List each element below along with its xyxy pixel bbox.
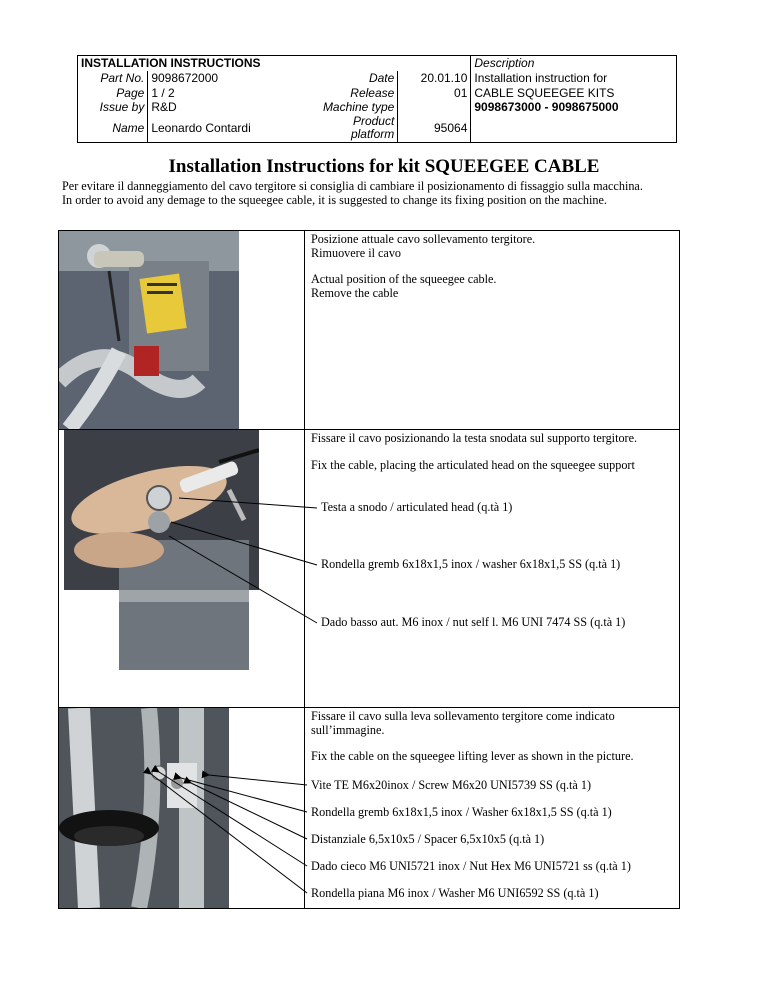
header-table: [77, 55, 677, 143]
description-line-3: 9098673000 - 9098675000: [471, 100, 677, 115]
step-3-italian: Fissare il cavo sulla leva sollevamento tergitore come indicato sull’immagine.: [311, 709, 615, 737]
step-2-part-articulated-head: Testa a snodo / articulated head (q.tà 1): [321, 500, 513, 514]
name-label: Name: [112, 121, 145, 136]
product-platform-label: Product platform: [350, 114, 395, 142]
issue-by-value: R&D: [148, 100, 292, 115]
description-label: Description: [471, 56, 677, 71]
product-platform-value: 95064: [398, 115, 471, 143]
intro-english: In order to avoid any demage to the squeegee cable, it is suggested to change its fixing position on the machine.: [62, 192, 607, 207]
step-3-text: [305, 708, 679, 908]
name-value: Leonardo Contardi: [148, 115, 292, 143]
release-label: Release: [350, 85, 395, 100]
machine-type-label: Machine type: [322, 100, 395, 115]
doc-type: INSTALLATION INSTRUCTIONS: [81, 56, 261, 71]
step-1-text: [305, 231, 679, 429]
release-value: 01: [398, 85, 471, 100]
intro-text: [62, 180, 722, 207]
step-3-image-cell: [59, 708, 305, 908]
step-2-italian: Fissare il cavo posizionando la testa snodata sul supporto tergitore.: [311, 431, 638, 445]
date-value: 20.01.10: [398, 71, 471, 86]
date-label: Date: [368, 71, 395, 86]
step-1-italian-line-1: Posizione attuale cavo sollevamento tergitore.: [311, 232, 536, 246]
description-line-1: Installation instruction for: [471, 71, 677, 86]
step-row: [59, 707, 679, 908]
issue-by-label: Issue by: [99, 100, 145, 115]
step-1-english-line-1: Actual position of the squeegee cable.: [311, 272, 497, 286]
step-3-part-washer: Rondella gremb 6x18x1,5 inox / Washer 6x18x1,5 SS (q.tà 1): [311, 805, 612, 819]
page-value: 1 / 2: [148, 85, 292, 100]
step-2-photo: [59, 430, 259, 707]
step-3-part-flat-washer: Rondella piana M6 inox / Washer M6 UNI6592 SS (q.tà 1): [311, 886, 599, 900]
step-2-image-cell: [59, 430, 305, 707]
step-3-english: Fix the cable on the squeegee lifting lever as shown in the picture.: [311, 749, 634, 763]
step-3-photo: [59, 708, 229, 908]
step-1-image-cell: [59, 231, 305, 429]
part-no-value: 9098672000: [148, 71, 292, 86]
step-1-italian-line-2: Rimuovere il cavo: [311, 245, 402, 260]
step-2-part-washer: Rondella gremb 6x18x1,5 inox / washer 6x18x1,5 SS (q.tà 1): [321, 557, 621, 571]
part-no-label: Part No.: [100, 71, 145, 86]
steps-table: [58, 230, 680, 909]
step-row: [59, 231, 679, 429]
step-1-english-line-2: Remove the cable: [311, 285, 399, 300]
document-title: Installation Instructions for kit SQUEEGEE CABLE: [168, 156, 600, 177]
step-3-part-spacer: Distanziale 6,5x10x5 / Spacer 6,5x10x5 (q.tà 1): [311, 832, 545, 846]
intro-italian: Per evitare il danneggiamento del cavo tergitore si consiglia di cambiare il posizionamento di fissaggio sulla macchina.: [62, 179, 643, 193]
machine-type-value: [398, 100, 471, 115]
step-3-part-nut: Dado cieco M6 UNI5721 inox / Nut Hex M6 UNI5721 ss (q.tà 1): [311, 859, 631, 873]
step-row: [59, 429, 679, 707]
step-3-part-screw: Vite TE M6x20inox / Screw M6x20 UNI5739 SS (q.tà 1): [311, 778, 592, 792]
step-2-english: Fix the cable, placing the articulated head on the squeegee support: [311, 457, 635, 472]
step-2-part-nut: Dado basso aut. M6 inox / nut self l. M6 UNI 7474 SS (q.tà 1): [321, 615, 626, 629]
step-2-text: [305, 430, 679, 707]
page-label: Page: [116, 85, 145, 100]
step-1-photo: [59, 231, 239, 429]
description-line-2: CABLE SQUEEGEE KITS: [471, 85, 677, 100]
